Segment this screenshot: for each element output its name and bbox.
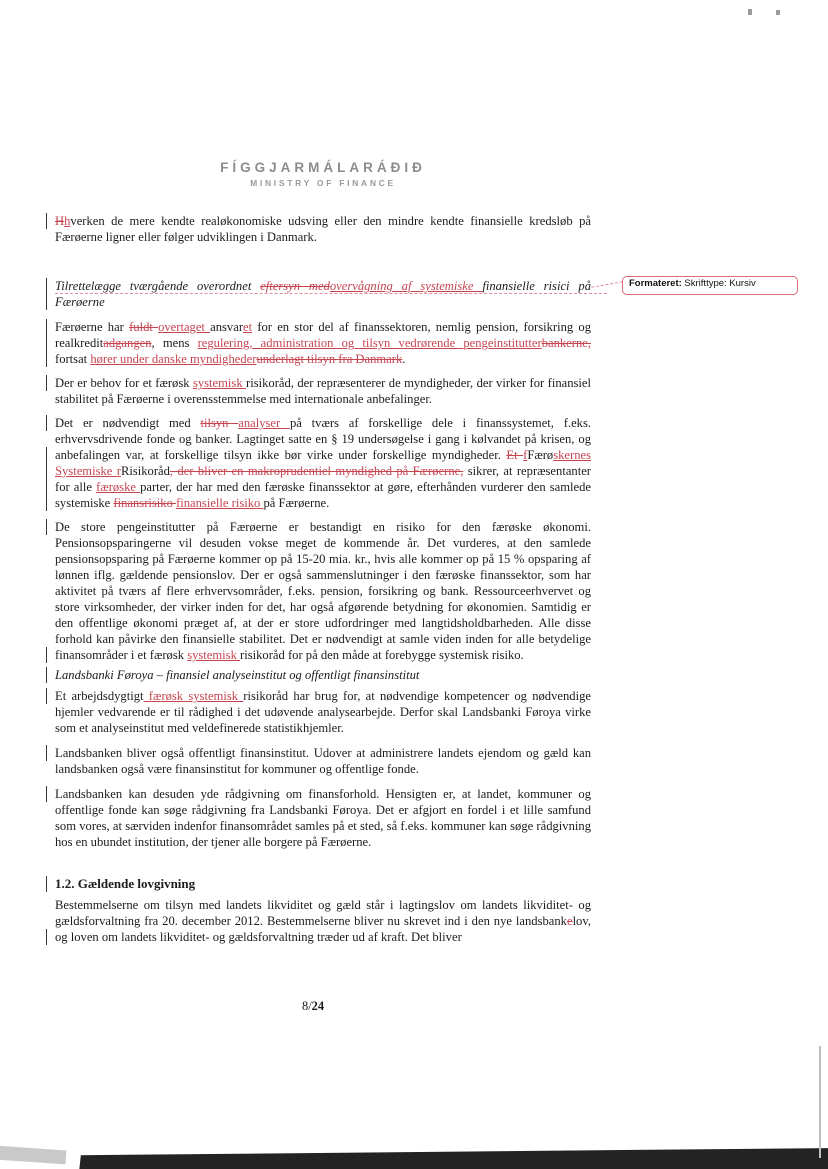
ministry-letterhead — [55, 160, 591, 188]
change-bar — [46, 213, 47, 229]
comment-text: Skrifttype: Kursiv — [681, 278, 756, 289]
change-bar — [46, 745, 47, 761]
paragraph-der-er-behov: Der er behov for et færøsk systemisk risikoråd, der repræsenterer de myndigheder, der virker for finansiel stabilitet på Færøerne i overensstemmelse med internationale anbefalinger. — [55, 375, 591, 407]
page-number: 8/24 — [302, 999, 325, 1013]
scan-right-edge — [819, 1046, 821, 1158]
change-bar — [46, 319, 47, 367]
scan-artifact — [748, 9, 752, 15]
paragraph-det-er-noedvendigt: Det er nødvendigt med tilsyn analyser på tværs af forskellige dele i finanssystemet, f.eks. erhvervsdrivende fonde og banker. Lagtinget satte en § 19 undersøgelse i gang i kølvandet på krisen, og anbefalingen var, at forskellige tilsyn ikke bør virke under forskellige myndigheder. Et fFærøskernes Systemiske rRisikoråd, der bliver en makroprudentiel myndighed på Færøerne, sikrer, at repræsentanter for alle færøske parter, der har med den færøske finanssektor at gøre, efterhånden vurderer den samlede systemiske finansrisiko finansielle risiko på Færøerne. — [55, 415, 591, 511]
ministry-logo-subtitle: MINISTRY OF FINANCE — [250, 178, 396, 188]
paragraph-hverken: Hhverken de mere kendte realøkonomiske udsving eller den mindre kendte finansielle kredsløb på Færøerne ligner eller følger udviklingen i Danmark. — [55, 213, 591, 245]
heading-landsbanki: Landsbanki Føroya – finansiel analyseinstitut og offentligt finansinstitut — [55, 667, 591, 683]
paragraph-landsbanken-bliver: Landsbanken bliver også offentligt finansinstitut. Udover at administrere landets ejendom og gæld kan landsbanken også være finansinstitut for kommuner og offentlige fonde. — [55, 745, 591, 777]
scan-artifact — [776, 10, 780, 15]
paragraph-et-arbejdsdygtigt: Et arbejdsdygtigt færøsk systemisk risikoråd har brug for, at nødvendige kompetencer og nødvendige hjemler vedvarende er til rådighed i det udøvende analysearbejde. Derfor skal Landsbanki Føroya virke som et analyseinstitut med veldefinerede statistikhjemler. — [55, 688, 591, 736]
ministry-logo-title: FÍGGJARMÁLARÁÐIÐ — [220, 160, 426, 175]
heading-gaeldende-lovgivning: 1.2. Gældende lovgivning — [55, 876, 591, 892]
comment-label: Formateret: — [629, 278, 682, 289]
change-bar — [46, 278, 47, 310]
comment-leader-line — [591, 281, 623, 288]
heading-tilrettelaegge: Tilrettelægge tværgående overordnet eftersyn medovervågning af systemiske finansielle risici på Færøerne — [55, 278, 591, 310]
change-bar — [46, 688, 47, 704]
document-body — [55, 213, 591, 945]
paragraph-faeroerne-har: Færøerne har fuldt overtaget ansvaret for en stor del af finanssektoren, nemlig pension, forsikring og realkreditadgangen, mens regulering, administration og tilsyn vedrørende pengeinstitutterbankerne, fortsat hører under danske myndighederunderlagt tilsyn fra Danmark. — [55, 319, 591, 367]
scan-bottom-edge — [0, 1148, 828, 1169]
change-bar — [46, 415, 47, 431]
change-bar — [46, 447, 47, 511]
paragraph-landsbanken-kan: Landsbanken kan desuden yde rådgivning om finansforhold. Hensigten er, at landet, kommuner og offentlige fonde kan søge rådgivning fra Landsbanki Føroya. Det er afgjort en fordel i et lille samfund som vores, at særviden indenfor finansområdet samles på et sted, så f.eks. kommuner kan søge rådgivning hos en ubundet institution, der tjener alle borgere på Færøerne. — [55, 786, 591, 850]
format-change-dashed-line — [55, 293, 607, 294]
change-bar — [46, 519, 47, 535]
paragraph-de-store: De store pengeinstitutter på Færøerne er bestandigt en risiko for den færøske økonomi. Pensionsopsparingerne vil desuden vokse meget de kommende år. Det vurderes, at den samlede pensionsopsparing på Færøerne kommer op på 15-20 mia. kr., hvis alle kommer op på 15 % opsparing af lønnen iflg. gældende pensionslov. Der er også sammenslutninger i den færøske finanssektor, som har aktivitet på tværs af flere erhvervsområder, f.eks. pension, forsikring og bank. Ressourceerhvervet og store virksomheder, der virker inden for det, har også afgørende betydning for økonomien. Samtidig er den offentlige økonomi præget af, at der er store udfordringer med langtidsholdbarheden. Alle disse forhold kan påvirke den finansielle stabilitet. Det er nødvendigt at samle viden inden for alle betydelige finansområder i et færøsk systemisk risikoråd for på den måde at forebygge systemisk risiko. — [55, 519, 591, 663]
change-bar — [46, 786, 47, 802]
tracked-change-comment-balloon — [622, 276, 798, 295]
change-bar — [46, 375, 47, 391]
change-bar — [46, 647, 47, 663]
change-bar — [46, 876, 47, 892]
paragraph-bestemmelserne: Bestemmelserne om tilsyn med landets likviditet og gæld står i lagtingslov om landets likviditet- og gældsforvaltning fra 20. december 2012. Bestemmelserne bliver nu skrevet ind i den nye landsbankelov, og loven om landets likviditet- og gældsforvaltning træder ud af kraft. Det bliver — [55, 897, 591, 945]
change-bar — [46, 667, 47, 683]
change-bar — [46, 929, 47, 945]
